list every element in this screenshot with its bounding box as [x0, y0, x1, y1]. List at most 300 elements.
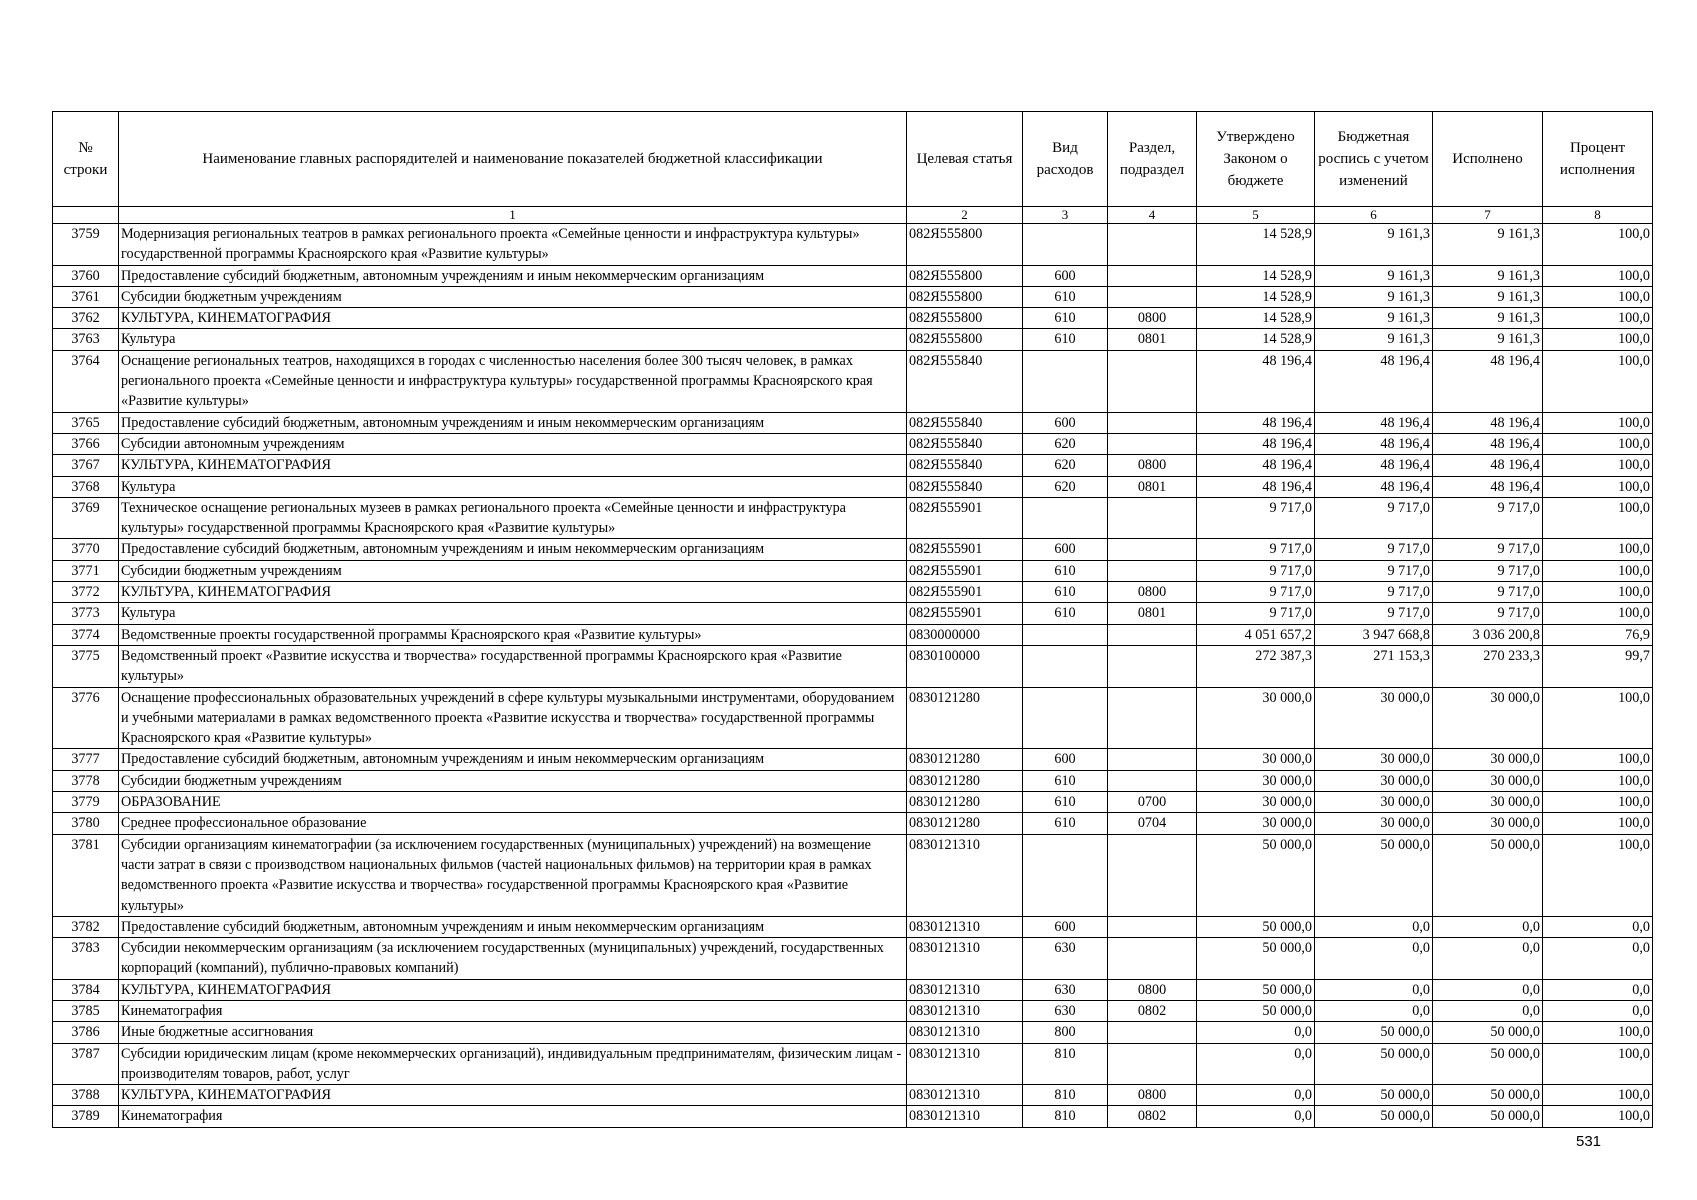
target-article-cell: 0830121280: [907, 749, 1023, 770]
row-number-cell: 3789: [53, 1106, 119, 1127]
section-cell: 0700: [1108, 792, 1197, 813]
section-cell: 0801: [1108, 476, 1197, 497]
expense-type-cell: 810: [1023, 1106, 1108, 1127]
row-number-cell: 3762: [53, 308, 119, 329]
expense-type-cell: [1023, 687, 1108, 749]
target-article-cell: 0830121310: [907, 916, 1023, 937]
row-name-cell: КУЛЬТУРА, КИНЕМАТОГРАФИЯ: [119, 455, 907, 476]
approved-amount-cell: 0,0: [1197, 1106, 1315, 1127]
row-name-cell: Культура: [119, 329, 907, 350]
row-name-cell: Культура: [119, 476, 907, 497]
table-row: [53, 433, 1653, 454]
section-cell: [1108, 497, 1197, 539]
expense-type-cell: 610: [1023, 813, 1108, 834]
row-name-cell: Модернизация региональных театров в рамках регионального проекта «Семейные ценности и инфраструктура культуры» государственной программы Красноярского края «Развитие культуры»: [119, 224, 907, 266]
budget-amount-cell: 30 000,0: [1315, 813, 1433, 834]
row-name-cell: КУЛЬТУРА, КИНЕМАТОГРАФИЯ: [119, 308, 907, 329]
target-article-cell: 082Я555840: [907, 476, 1023, 497]
budget-amount-cell: 9 161,3: [1315, 224, 1433, 266]
target-article-cell: 082Я555901: [907, 539, 1023, 560]
target-article-cell: 082Я555800: [907, 224, 1023, 266]
target-article-cell: 0830121280: [907, 687, 1023, 749]
expense-type-cell: 600: [1023, 412, 1108, 433]
table-row: [53, 329, 1653, 350]
row-number-cell: 3781: [53, 834, 119, 916]
target-article-cell: 082Я555901: [907, 560, 1023, 581]
target-article-cell: 0830121310: [907, 1000, 1023, 1021]
percent-cell: 100,0: [1543, 603, 1653, 624]
executed-amount-cell: 50 000,0: [1433, 834, 1543, 916]
section-cell: [1108, 645, 1197, 687]
approved-amount-cell: 9 717,0: [1197, 582, 1315, 603]
expense-type-cell: 620: [1023, 433, 1108, 454]
row-number-cell: 3772: [53, 582, 119, 603]
percent-cell: 100,0: [1543, 497, 1653, 539]
budget-amount-cell: 9 161,3: [1315, 265, 1433, 286]
budget-amount-cell: 9 717,0: [1315, 497, 1433, 539]
expense-type-cell: [1023, 497, 1108, 539]
expense-type-cell: 600: [1023, 749, 1108, 770]
target-article-cell: 082Я555840: [907, 350, 1023, 412]
target-article-cell: 0830121310: [907, 1022, 1023, 1043]
section-cell: [1108, 916, 1197, 937]
target-article-cell: 082Я555800: [907, 286, 1023, 307]
approved-amount-cell: 48 196,4: [1197, 476, 1315, 497]
percent-cell: 100,0: [1543, 1085, 1653, 1106]
row-number-cell: 3784: [53, 979, 119, 1000]
section-cell: [1108, 749, 1197, 770]
budget-amount-cell: 48 196,4: [1315, 350, 1433, 412]
table-row: [53, 1106, 1653, 1127]
approved-amount-cell: 30 000,0: [1197, 770, 1315, 791]
row-number-cell: 3778: [53, 770, 119, 791]
approved-amount-cell: 9 717,0: [1197, 539, 1315, 560]
approved-amount-cell: 50 000,0: [1197, 938, 1315, 980]
budget-amount-cell: 50 000,0: [1315, 1085, 1433, 1106]
budget-amount-cell: 9 161,3: [1315, 308, 1433, 329]
row-name-cell: КУЛЬТУРА, КИНЕМАТОГРАФИЯ: [119, 582, 907, 603]
approved-amount-cell: 30 000,0: [1197, 687, 1315, 749]
table-row: [53, 286, 1653, 307]
header-executed: Исполнено: [1433, 112, 1543, 207]
section-cell: [1108, 770, 1197, 791]
target-article-cell: 0830100000: [907, 645, 1023, 687]
expense-type-cell: 630: [1023, 979, 1108, 1000]
column-number: 2: [907, 207, 1023, 224]
budget-amount-cell: 271 153,3: [1315, 645, 1433, 687]
target-article-cell: 082Я555840: [907, 433, 1023, 454]
section-cell: 0800: [1108, 455, 1197, 476]
percent-cell: 76,9: [1543, 624, 1653, 645]
approved-amount-cell: 9 717,0: [1197, 497, 1315, 539]
table-row: [53, 476, 1653, 497]
percent-cell: 100,0: [1543, 412, 1653, 433]
header-expense-type: Вид расходов: [1023, 112, 1108, 207]
percent-cell: 100,0: [1543, 834, 1653, 916]
table-row: [53, 749, 1653, 770]
row-number-cell: 3775: [53, 645, 119, 687]
section-cell: 0704: [1108, 813, 1197, 834]
executed-amount-cell: 30 000,0: [1433, 792, 1543, 813]
budget-amount-cell: 0,0: [1315, 938, 1433, 980]
section-cell: 0801: [1108, 603, 1197, 624]
executed-amount-cell: 48 196,4: [1433, 350, 1543, 412]
table-row: [53, 539, 1653, 560]
percent-cell: 0,0: [1543, 916, 1653, 937]
table-row: [53, 645, 1653, 687]
header-name: Наименование главных распорядителей и наименование показателей бюджетной классификации: [119, 112, 907, 207]
expense-type-cell: [1023, 224, 1108, 266]
row-number-cell: 3782: [53, 916, 119, 937]
budget-amount-cell: 30 000,0: [1315, 770, 1433, 791]
expense-type-cell: [1023, 834, 1108, 916]
percent-cell: 100,0: [1543, 308, 1653, 329]
row-number-cell: 3786: [53, 1022, 119, 1043]
row-name-cell: Предоставление субсидий бюджетным, автономным учреждениям и иным некоммерческим организациям: [119, 265, 907, 286]
header-approved: Утверждено Законом о бюджете: [1197, 112, 1315, 207]
percent-cell: 100,0: [1543, 265, 1653, 286]
row-number-cell: 3769: [53, 497, 119, 539]
expense-type-cell: 610: [1023, 603, 1108, 624]
target-article-cell: 082Я555800: [907, 329, 1023, 350]
expense-type-cell: 610: [1023, 582, 1108, 603]
budget-amount-cell: 3 947 668,8: [1315, 624, 1433, 645]
expense-type-cell: 620: [1023, 455, 1108, 476]
approved-amount-cell: 0,0: [1197, 1085, 1315, 1106]
row-number-cell: 3788: [53, 1085, 119, 1106]
percent-cell: 100,0: [1543, 749, 1653, 770]
table-row: [53, 813, 1653, 834]
percent-cell: 100,0: [1543, 350, 1653, 412]
row-name-cell: Ведомственные проекты государственной программы Красноярского края «Развитие культуры»: [119, 624, 907, 645]
header-section: Раздел, подраздел: [1108, 112, 1197, 207]
table-row: [53, 582, 1653, 603]
approved-amount-cell: 50 000,0: [1197, 1000, 1315, 1021]
row-name-cell: КУЛЬТУРА, КИНЕМАТОГРАФИЯ: [119, 979, 907, 1000]
column-number: [53, 207, 119, 224]
executed-amount-cell: 50 000,0: [1433, 1085, 1543, 1106]
budget-amount-cell: 30 000,0: [1315, 792, 1433, 813]
budget-amount-cell: 48 196,4: [1315, 412, 1433, 433]
executed-amount-cell: 48 196,4: [1433, 476, 1543, 497]
budget-amount-cell: 30 000,0: [1315, 749, 1433, 770]
header-row-number: № строки: [53, 112, 119, 207]
target-article-cell: 0830121280: [907, 792, 1023, 813]
percent-cell: 99,7: [1543, 645, 1653, 687]
approved-amount-cell: 14 528,9: [1197, 308, 1315, 329]
table-row: [53, 1000, 1653, 1021]
column-number: 8: [1543, 207, 1653, 224]
row-number-cell: 3771: [53, 560, 119, 581]
section-cell: [1108, 834, 1197, 916]
executed-amount-cell: 9 717,0: [1433, 582, 1543, 603]
row-name-cell: Предоставление субсидий бюджетным, автономным учреждениям и иным некоммерческим организациям: [119, 539, 907, 560]
row-number-cell: 3780: [53, 813, 119, 834]
table-row: [53, 834, 1653, 916]
table-row: [53, 687, 1653, 749]
column-number: 7: [1433, 207, 1543, 224]
table-row: [53, 979, 1653, 1000]
expense-type-cell: 610: [1023, 329, 1108, 350]
row-number-cell: 3773: [53, 603, 119, 624]
budget-amount-cell: 50 000,0: [1315, 1022, 1433, 1043]
budget-amount-cell: 9 717,0: [1315, 539, 1433, 560]
percent-cell: 100,0: [1543, 1022, 1653, 1043]
executed-amount-cell: 9 717,0: [1433, 539, 1543, 560]
row-number-cell: 3770: [53, 539, 119, 560]
percent-cell: 0,0: [1543, 979, 1653, 1000]
target-article-cell: 0830121310: [907, 1043, 1023, 1085]
table-row: [53, 916, 1653, 937]
executed-amount-cell: 0,0: [1433, 916, 1543, 937]
expense-type-cell: 620: [1023, 476, 1108, 497]
section-cell: [1108, 624, 1197, 645]
target-article-cell: 0830121280: [907, 770, 1023, 791]
percent-cell: 100,0: [1543, 455, 1653, 476]
row-name-cell: Среднее профессиональное образование: [119, 813, 907, 834]
executed-amount-cell: 270 233,3: [1433, 645, 1543, 687]
table-row: [53, 224, 1653, 266]
header-percent: Процент исполнения: [1543, 112, 1653, 207]
executed-amount-cell: 9 717,0: [1433, 497, 1543, 539]
approved-amount-cell: 30 000,0: [1197, 792, 1315, 813]
budget-amount-cell: 9 161,3: [1315, 329, 1433, 350]
row-name-cell: Оснащение региональных театров, находящихся в городах с численностью населения более 300 тысяч человек, в рамках регионального проекта «Семейные ценности и инфраструктура культуры» государственной программы Красноярского края «Развитие культуры»: [119, 350, 907, 412]
table-row: [53, 603, 1653, 624]
target-article-cell: 082Я555901: [907, 497, 1023, 539]
section-cell: [1108, 412, 1197, 433]
budget-amount-cell: 0,0: [1315, 916, 1433, 937]
executed-amount-cell: 30 000,0: [1433, 687, 1543, 749]
table-row: [53, 412, 1653, 433]
target-article-cell: 0830121310: [907, 834, 1023, 916]
row-number-cell: 3777: [53, 749, 119, 770]
target-article-cell: 0830121310: [907, 1085, 1023, 1106]
executed-amount-cell: 3 036 200,8: [1433, 624, 1543, 645]
section-cell: [1108, 1043, 1197, 1085]
expense-type-cell: 610: [1023, 792, 1108, 813]
column-number: 4: [1108, 207, 1197, 224]
percent-cell: 100,0: [1543, 582, 1653, 603]
target-article-cell: 082Я555901: [907, 582, 1023, 603]
table-row: [53, 455, 1653, 476]
percent-cell: 100,0: [1543, 433, 1653, 454]
section-cell: [1108, 560, 1197, 581]
section-cell: [1108, 1022, 1197, 1043]
executed-amount-cell: 0,0: [1433, 938, 1543, 980]
budget-amount-cell: 48 196,4: [1315, 455, 1433, 476]
row-name-cell: Субсидии организациям кинематографии (за исключением государственных (муниципальных) учреждений) на возмещение части затрат в связи с производством национальных фильмов (частей национальных фильмов) на территории края в рамках ведомственного проекта «Развитие искусства и творчества» государственной программы Красноярского края «Развитие культуры»: [119, 834, 907, 916]
section-cell: [1108, 433, 1197, 454]
row-name-cell: Ведомственный проект «Развитие искусства и творчества» государственной программы Красноярского края «Развитие культуры»: [119, 645, 907, 687]
target-article-cell: 082Я555901: [907, 603, 1023, 624]
approved-amount-cell: 50 000,0: [1197, 916, 1315, 937]
executed-amount-cell: 9 161,3: [1433, 224, 1543, 266]
approved-amount-cell: 50 000,0: [1197, 979, 1315, 1000]
column-number: 5: [1197, 207, 1315, 224]
approved-amount-cell: 48 196,4: [1197, 433, 1315, 454]
section-cell: 0801: [1108, 329, 1197, 350]
percent-cell: 100,0: [1543, 687, 1653, 749]
column-number-row: [53, 207, 1653, 224]
expense-type-cell: 610: [1023, 308, 1108, 329]
percent-cell: 100,0: [1543, 792, 1653, 813]
section-cell: 0800: [1108, 979, 1197, 1000]
row-name-cell: Субсидии бюджетным учреждениям: [119, 770, 907, 791]
row-name-cell: Оснащение профессиональных образовательных учреждений в сфере культуры музыкальными инструментами, оборудованием и учебными материалами в рамках ведомственного проекта «Развитие искусства и творчества» государственной программы Красноярского края «Развитие культуры»: [119, 687, 907, 749]
budget-amount-cell: 48 196,4: [1315, 476, 1433, 497]
row-number-cell: 3768: [53, 476, 119, 497]
row-name-cell: Культура: [119, 603, 907, 624]
row-number-cell: 3767: [53, 455, 119, 476]
approved-amount-cell: 50 000,0: [1197, 834, 1315, 916]
executed-amount-cell: 9 161,3: [1433, 329, 1543, 350]
target-article-cell: 0830121310: [907, 1106, 1023, 1127]
target-article-cell: 082Я555840: [907, 412, 1023, 433]
table-row: [53, 560, 1653, 581]
row-number-cell: 3766: [53, 433, 119, 454]
expense-type-cell: 630: [1023, 1000, 1108, 1021]
expense-type-cell: 810: [1023, 1085, 1108, 1106]
row-number-cell: 3783: [53, 938, 119, 980]
executed-amount-cell: 9 161,3: [1433, 308, 1543, 329]
expense-type-cell: 610: [1023, 560, 1108, 581]
target-article-cell: 0830121310: [907, 938, 1023, 980]
target-article-cell: 0830121310: [907, 979, 1023, 1000]
approved-amount-cell: 48 196,4: [1197, 455, 1315, 476]
percent-cell: 100,0: [1543, 1043, 1653, 1085]
executed-amount-cell: 0,0: [1433, 1000, 1543, 1021]
row-name-cell: Субсидии бюджетным учреждениям: [119, 560, 907, 581]
expense-type-cell: 810: [1023, 1043, 1108, 1085]
column-number: 6: [1315, 207, 1433, 224]
row-number-cell: 3763: [53, 329, 119, 350]
row-number-cell: 3787: [53, 1043, 119, 1085]
row-number-cell: 3776: [53, 687, 119, 749]
row-name-cell: Субсидии автономным учреждениям: [119, 433, 907, 454]
section-cell: [1108, 687, 1197, 749]
row-number-cell: 3761: [53, 286, 119, 307]
approved-amount-cell: 30 000,0: [1197, 813, 1315, 834]
percent-cell: 100,0: [1543, 813, 1653, 834]
budget-amount-cell: 50 000,0: [1315, 1043, 1433, 1085]
approved-amount-cell: 14 528,9: [1197, 329, 1315, 350]
budget-amount-cell: 30 000,0: [1315, 687, 1433, 749]
table-row: [53, 1043, 1653, 1085]
percent-cell: 100,0: [1543, 329, 1653, 350]
row-name-cell: Предоставление субсидий бюджетным, автономным учреждениям и иным некоммерческим организациям: [119, 412, 907, 433]
section-cell: 0800: [1108, 582, 1197, 603]
percent-cell: 0,0: [1543, 1000, 1653, 1021]
section-cell: 0802: [1108, 1000, 1197, 1021]
section-cell: 0800: [1108, 1085, 1197, 1106]
row-number-cell: 3765: [53, 412, 119, 433]
expense-type-cell: [1023, 645, 1108, 687]
budget-execution-table: [52, 111, 1653, 1128]
approved-amount-cell: 4 051 657,2: [1197, 624, 1315, 645]
row-number-cell: 3759: [53, 224, 119, 266]
row-name-cell: Кинематография: [119, 1000, 907, 1021]
header-budget-schedule: Бюджетная роспись с учетом изменений: [1315, 112, 1433, 207]
row-name-cell: Субсидии бюджетным учреждениям: [119, 286, 907, 307]
executed-amount-cell: 50 000,0: [1433, 1022, 1543, 1043]
row-number-cell: 3760: [53, 265, 119, 286]
executed-amount-cell: 30 000,0: [1433, 749, 1543, 770]
approved-amount-cell: 14 528,9: [1197, 265, 1315, 286]
executed-amount-cell: 48 196,4: [1433, 433, 1543, 454]
approved-amount-cell: 48 196,4: [1197, 412, 1315, 433]
target-article-cell: 082Я555800: [907, 308, 1023, 329]
percent-cell: 100,0: [1543, 1106, 1653, 1127]
percent-cell: 100,0: [1543, 539, 1653, 560]
approved-amount-cell: 9 717,0: [1197, 560, 1315, 581]
row-name-cell: Кинематография: [119, 1106, 907, 1127]
table-row: [53, 938, 1653, 980]
expense-type-cell: 630: [1023, 938, 1108, 980]
table-row: [53, 1022, 1653, 1043]
approved-amount-cell: 14 528,9: [1197, 286, 1315, 307]
section-cell: [1108, 265, 1197, 286]
column-number: 1: [119, 207, 907, 224]
percent-cell: 0,0: [1543, 938, 1653, 980]
expense-type-cell: 610: [1023, 770, 1108, 791]
section-cell: [1108, 350, 1197, 412]
budget-amount-cell: 50 000,0: [1315, 1106, 1433, 1127]
budget-amount-cell: 9 161,3: [1315, 286, 1433, 307]
budget-amount-cell: 0,0: [1315, 1000, 1433, 1021]
percent-cell: 100,0: [1543, 476, 1653, 497]
row-name-cell: Субсидии юридическим лицам (кроме некоммерческих организаций), индивидуальным предпринимателям, физическим лицам - производителям товаров, работ, услуг: [119, 1043, 907, 1085]
section-cell: 0802: [1108, 1106, 1197, 1127]
executed-amount-cell: 30 000,0: [1433, 813, 1543, 834]
expense-type-cell: 800: [1023, 1022, 1108, 1043]
section-cell: 0800: [1108, 308, 1197, 329]
row-name-cell: Предоставление субсидий бюджетным, автономным учреждениям и иным некоммерческим организациям: [119, 749, 907, 770]
percent-cell: 100,0: [1543, 770, 1653, 791]
table-row: [53, 792, 1653, 813]
budget-amount-cell: 0,0: [1315, 979, 1433, 1000]
budget-amount-cell: 48 196,4: [1315, 433, 1433, 454]
percent-cell: 100,0: [1543, 224, 1653, 266]
table-row: [53, 624, 1653, 645]
executed-amount-cell: 9 717,0: [1433, 560, 1543, 581]
row-name-cell: КУЛЬТУРА, КИНЕМАТОГРАФИЯ: [119, 1085, 907, 1106]
executed-amount-cell: 50 000,0: [1433, 1043, 1543, 1085]
target-article-cell: 082Я555840: [907, 455, 1023, 476]
row-name-cell: Иные бюджетные ассигнования: [119, 1022, 907, 1043]
row-name-cell: Техническое оснащение региональных музеев в рамках регионального проекта «Семейные ценности и инфраструктура культуры» государственной программы Красноярского края «Развитие культуры»: [119, 497, 907, 539]
executed-amount-cell: 9 161,3: [1433, 265, 1543, 286]
budget-amount-cell: 9 717,0: [1315, 603, 1433, 624]
approved-amount-cell: 0,0: [1197, 1043, 1315, 1085]
expense-type-cell: 600: [1023, 265, 1108, 286]
executed-amount-cell: 9 161,3: [1433, 286, 1543, 307]
row-name-cell: Предоставление субсидий бюджетным, автономным учреждениям и иным некоммерческим организациям: [119, 916, 907, 937]
executed-amount-cell: 50 000,0: [1433, 1106, 1543, 1127]
expense-type-cell: 610: [1023, 286, 1108, 307]
table-row: [53, 497, 1653, 539]
section-cell: [1108, 539, 1197, 560]
approved-amount-cell: 9 717,0: [1197, 603, 1315, 624]
budget-amount-cell: 50 000,0: [1315, 834, 1433, 916]
executed-amount-cell: 9 717,0: [1433, 603, 1543, 624]
executed-amount-cell: 0,0: [1433, 979, 1543, 1000]
executed-amount-cell: 48 196,4: [1433, 455, 1543, 476]
table-row: [53, 1085, 1653, 1106]
percent-cell: 100,0: [1543, 560, 1653, 581]
budget-amount-cell: 9 717,0: [1315, 582, 1433, 603]
expense-type-cell: 600: [1023, 539, 1108, 560]
